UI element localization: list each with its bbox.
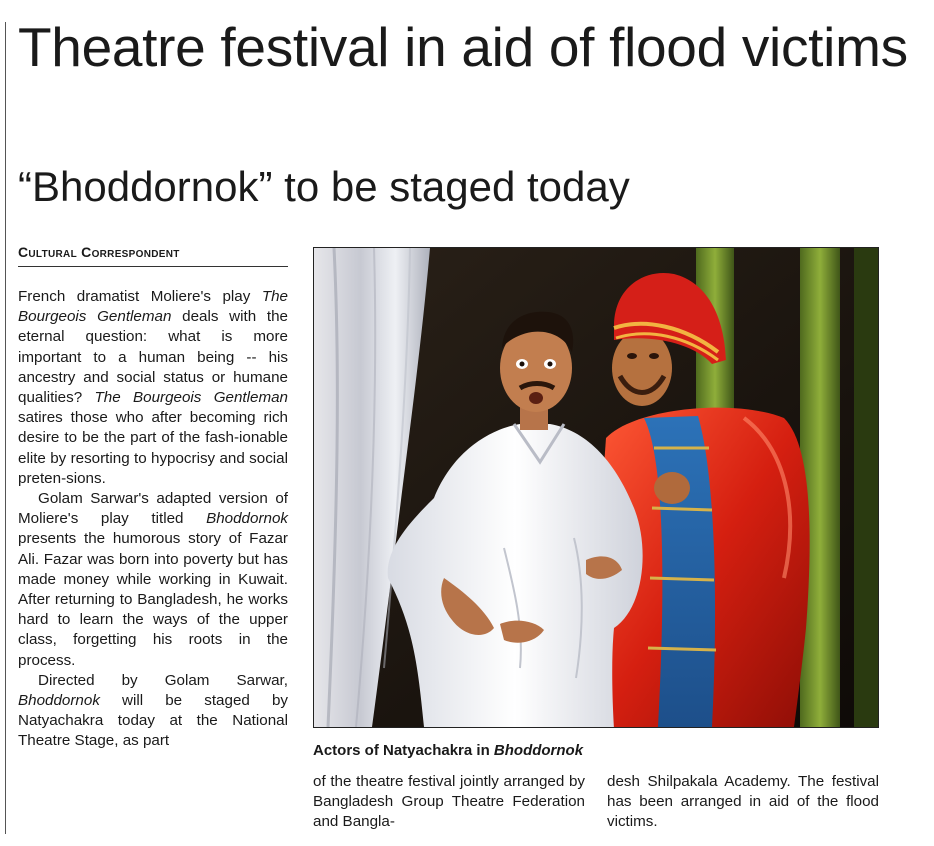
photo-illustration [314,248,878,727]
caption-text: Actors of Natyachakra in [313,742,494,759]
article-paragraph-continued: desh Shilpakala Academy. The festival has been arranged in aid of the flood victims. [607,773,879,831]
italic-title: Bhoddornok [18,692,100,710]
text-run: Golam Sarwar's adapted version of Moliere's play titled [18,490,288,528]
headline: Theatre festival in aid of flood victims [18,16,908,78]
text-run: will be staged by Natyachakra today at the National Theatre Stage, as part [18,692,288,750]
text-run: French dramatist Moliere's play [18,288,262,305]
article-paragraph [18,489,288,671]
article-column-3 [607,772,879,833]
italic-title: The Bourgeois Gentleman [18,288,288,326]
column-rule [5,22,6,834]
italic-title: The Bourgeois Gentleman [94,389,288,407]
article-column-1 [18,287,288,752]
text-run: satires those who after becoming rich desire to be the part of the fash-ionable elite by resorting to hypocrisy and social preten-sions. [18,409,288,487]
text-run: presents the humorous story of Fazar Ali. Fazar was born into poverty but has made money while working in Kuwait. After returning to Bangladesh, he works hard to learn the ways of the upper class, forgetting his roots in the process. [18,530,288,669]
subheadline: “Bhoddornok” to be staged today [18,163,630,210]
article-paragraph-continued: of the theatre festival jointly arranged by Bangladesh Group Theatre Federation and Bangla- [313,773,585,831]
article-column-2 [313,772,585,833]
byline: Cultural Correspondent [18,244,288,267]
article-photo [313,247,879,728]
caption-play-title: Bhoddornok [493,742,584,759]
photo-caption [313,741,583,761]
article-paragraph [18,671,288,752]
article-paragraph [18,287,288,489]
text-run: Directed by Golam Sarwar, [38,671,288,689]
text-run: deals with the eternal question: what is more important to a human being -- his ancestry and social status or humane qualities? [18,308,288,407]
italic-title: Bhoddornok [206,510,288,528]
